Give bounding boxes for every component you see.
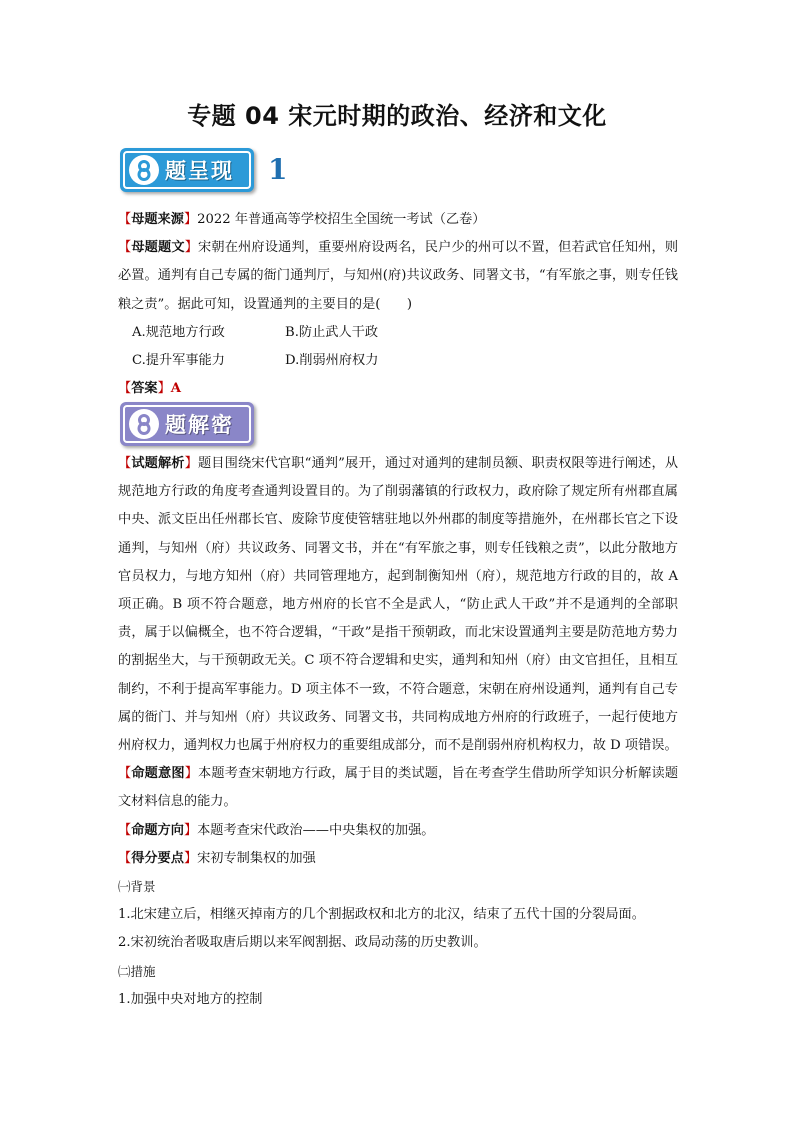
points-heading: 【得分要点】宋初专制集权的加强: [118, 850, 316, 866]
intent-text: 【命题意图】本题考查宋朝地方行政，属于目的类试题，旨在考查学生借助所学知识分析解读题文材料信息的能力。: [118, 766, 679, 810]
option-d: D.削弱州府权力: [285, 353, 379, 369]
question-section: [118, 206, 678, 403]
option-a: A.规范地方行政: [132, 324, 225, 340]
answer-line: 【答案】A: [118, 381, 181, 397]
banner-question: [120, 148, 254, 192]
banner-question-text: 题呈现: [165, 159, 234, 183]
section-background: ㈠背景: [118, 879, 156, 895]
banner-analysis-text: 题解密: [165, 413, 234, 437]
source-line: 【母题来源】2022 年普通高等学校招生全国统一考试（乙卷）: [118, 212, 486, 227]
measures-item-1: 1.加强中央对地方的控制: [118, 991, 263, 1007]
question-number: 1: [268, 153, 288, 186]
options-row-1: [118, 319, 678, 347]
background-item-1: 1.北宋建立后，相继灭掉南方的几个割据政权和北方的北汉，结束了五代十国的分裂局面。: [118, 907, 645, 923]
page-title: 专题 04 宋元时期的政治、经济和文化: [187, 102, 607, 130]
section-measures: ㈡措施: [118, 963, 156, 979]
background-item-2: 2.宋初统治者吸取唐后期以来军阀割据、政局动荡的历史教训。: [118, 935, 487, 951]
analysis-text: 【试题解析】题目围绕宋代官职“通判”展开，通过对通判的建制员额、职责权限等进行阐述，从规范地方行政的角度考查通判设置目的。为了削弱藩镇的行政权力，政府除了规定所有州郡直属中央、派文臣出任州郡长官、废除节度使管辖驻地以外州郡的制度等措施外，在州郡长官之下设通判，与知州（府）共议政务、同署文书，并在“有军旅之事，则专任钱粮之责”，以此分散地方官员权力，与地方知州（府）共同管理地方，起到制衡知州（府），规范地方行政的目的，故 A 项正确。B 项不符合题意，地方州府的长官不全是武人，“防止武人干政”并不是通判的全部职责，属于以偏概全，也不符合逻辑，“干政”是指干预朝政，而北宋设置通判主要是防范地方势力的割据坐大，与干预朝政无关。C 项不符合逻辑和史实，通判和知州（府）由文官担任，且相互制约，不利于提高军事能力。D 项主体不一致，不符合题意，宋朝在府州设通判，通判有自己专属的衙门、并与知州（府）共议政务、同署文书，共同构成地方州府的行政班子，一起行使地方州府权力，通判权力也属于州府权力的重要组成部分，而不是削弱州府机构权力，故 D 项错误。: [118, 456, 679, 754]
logo-8-icon: [129, 155, 159, 185]
option-b: B.防止武人干政: [285, 324, 379, 340]
option-c: C.提升军事能力: [132, 353, 225, 369]
analysis-section: [118, 450, 678, 1014]
banner-analysis: [120, 402, 254, 446]
question-text: 【母题题文】宋朝在州府设通判，重要州府设两名，民户少的州可以不置，但若武官任知州，则必置。通判有自己专属的衙门通判厅，与知州(府)共议政务、同署文书，“有军旅之事，则专任钱粮之责”。据此可知，设置通判的主要目的是( ): [118, 240, 679, 312]
logo-8-icon: [129, 409, 159, 439]
direction-text: 【命题方向】本题考查宋代政治——中央集权的加强。: [118, 822, 435, 838]
options-row-2: [118, 347, 678, 375]
